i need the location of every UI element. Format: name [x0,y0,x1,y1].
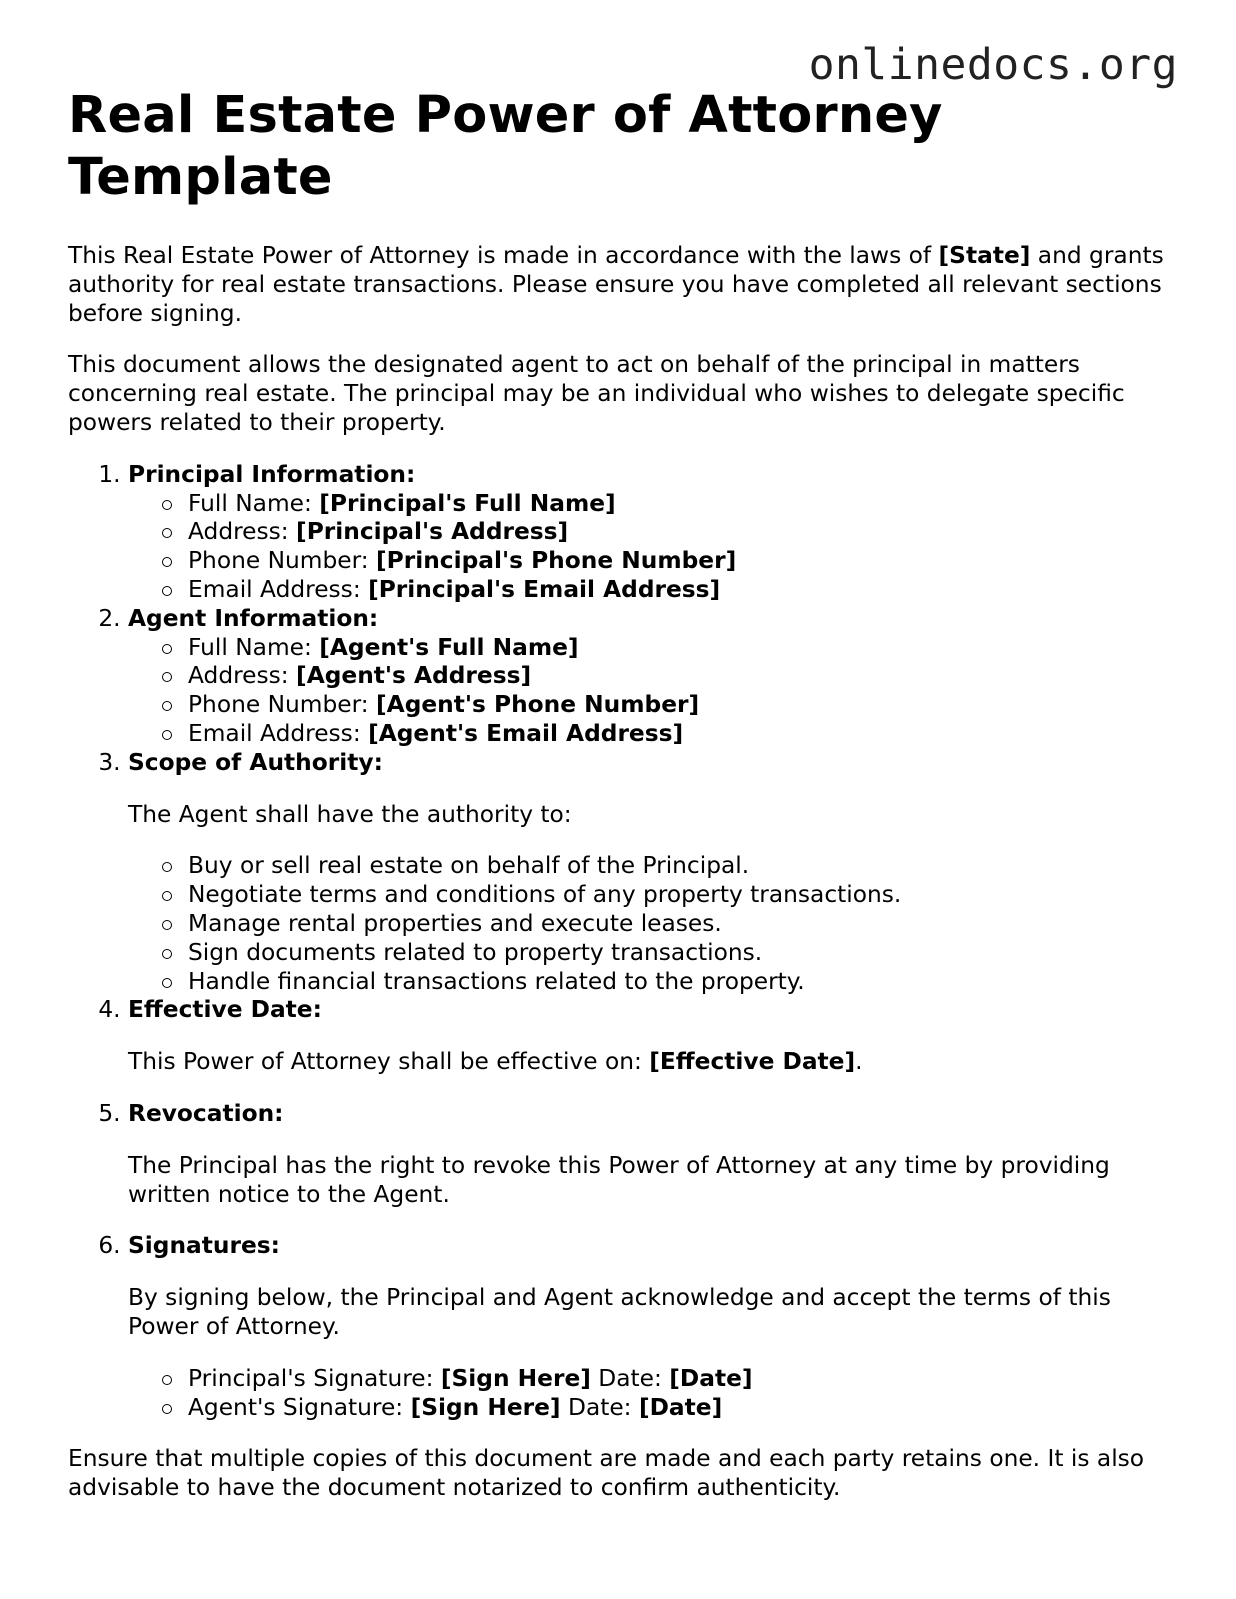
principal-signature-line [188,1365,1178,1394]
list-item [188,691,1178,720]
field-label: Full Name: [188,633,320,661]
field-label: Phone Number: [188,691,377,719]
field-label: Address: [188,518,297,546]
scope-items-list [128,852,1178,996]
intro-text: This Real Estate Power of Attorney is made in accordance with the laws of [68,242,939,269]
field-placeholder: [Principal's Email Address] [368,575,721,603]
list-item: Buy or sell real estate on behalf of the Principal. [188,852,1178,881]
signature-label: Agent's Signature: [188,1393,411,1421]
section-principal-information [128,461,1178,605]
section-signatures [128,1232,1178,1422]
signature-label: Principal's Signature: [188,1364,441,1392]
list-item: Manage rental properties and execute leases. [188,910,1178,939]
field-placeholder: [Principal's Phone Number] [376,547,737,575]
signatures-text: By signing below, the Principal and Agent acknowledge and accept the terms of this Power of Attorney. [128,1284,1111,1340]
page-title: Real Estate Power of Attorney Template [68,86,943,207]
section-heading: Agent Information: [128,604,379,632]
field-placeholder: [Agent's Address] [296,662,532,690]
list-item: Handle financial transactions related to the property. [188,968,1178,997]
section-revocation [128,1100,1178,1209]
sign-here-placeholder: [Sign Here] [440,1364,591,1392]
list-item [188,662,1178,691]
field-label: Email Address: [188,719,369,747]
date-label: Date: [590,1364,670,1392]
section-heading: Signatures: [128,1232,280,1260]
revocation-text: The Principal has the right to revoke this Power of Attorney at any time by providing written notice to the Agent. [128,1151,1110,1208]
list-item [188,576,1178,605]
watermark-text: onlinedocs.org [808,40,1178,90]
field-label: Full Name: [188,489,320,517]
list-item [188,518,1178,547]
field-label: Email Address: [188,575,369,603]
field-label: Phone Number: [188,547,377,575]
field-label: Address: [188,662,297,690]
list-item: Sign documents related to property transactions. [188,939,1178,968]
list-item: Negotiate terms and conditions of any property transactions. [188,881,1178,910]
state-placeholder: [State] [938,242,1031,269]
intro-paragraph-2: This document allows the designated agent to act on behalf of the principal in matters concerning real estate. The principal may be an individual who wishes to delegate specific powers related to their property. [68,351,1125,436]
section-scope-of-authority [128,749,1178,997]
scope-text: The Agent shall have the authority to: [128,800,572,828]
date-placeholder: [Date] [638,1393,723,1421]
principal-fields-list [128,490,1178,605]
section-heading: Principal Information: [128,460,416,488]
list-item [188,720,1178,749]
intro-paragraph-1 [68,242,1178,328]
signature-lines-list [128,1365,1178,1423]
effective-text-end: . [855,1048,863,1076]
effective-text: This Power of Attorney shall be effective on: [128,1048,650,1076]
field-placeholder: [Agent's Phone Number] [376,691,700,719]
section-heading: Scope of Authority: [128,748,383,776]
agent-fields-list [128,634,1178,749]
sections-list [68,461,1178,1423]
field-placeholder: [Agent's Full Name] [319,633,579,661]
effective-date-text [128,1048,1178,1077]
document-body [68,85,1178,1526]
field-placeholder: [Principal's Address] [296,518,569,546]
date-label: Date: [560,1393,639,1421]
section-heading: Revocation: [128,1099,284,1127]
section-effective-date [128,996,1178,1077]
effective-date-placeholder: [Effective Date] [649,1048,856,1076]
section-agent-information [128,605,1178,749]
section-heading: Effective Date: [128,996,322,1024]
sign-here-placeholder: [Sign Here] [410,1393,561,1421]
list-item [188,634,1178,663]
date-placeholder: [Date] [669,1364,753,1392]
agent-signature-line [188,1394,1178,1423]
list-item [188,547,1178,576]
field-placeholder: [Principal's Full Name] [319,489,616,517]
list-item [188,490,1178,519]
intro-text: and grants authority for real estate transactions. Please ensure you have completed all relevant sections before signing. [68,242,1164,327]
closing-paragraph: Ensure that multiple copies of this document are made and each party retains one. It is also advisable to have the document notarized to confirm authenticity. [68,1445,1145,1502]
field-placeholder: [Agent's Email Address] [368,719,684,747]
